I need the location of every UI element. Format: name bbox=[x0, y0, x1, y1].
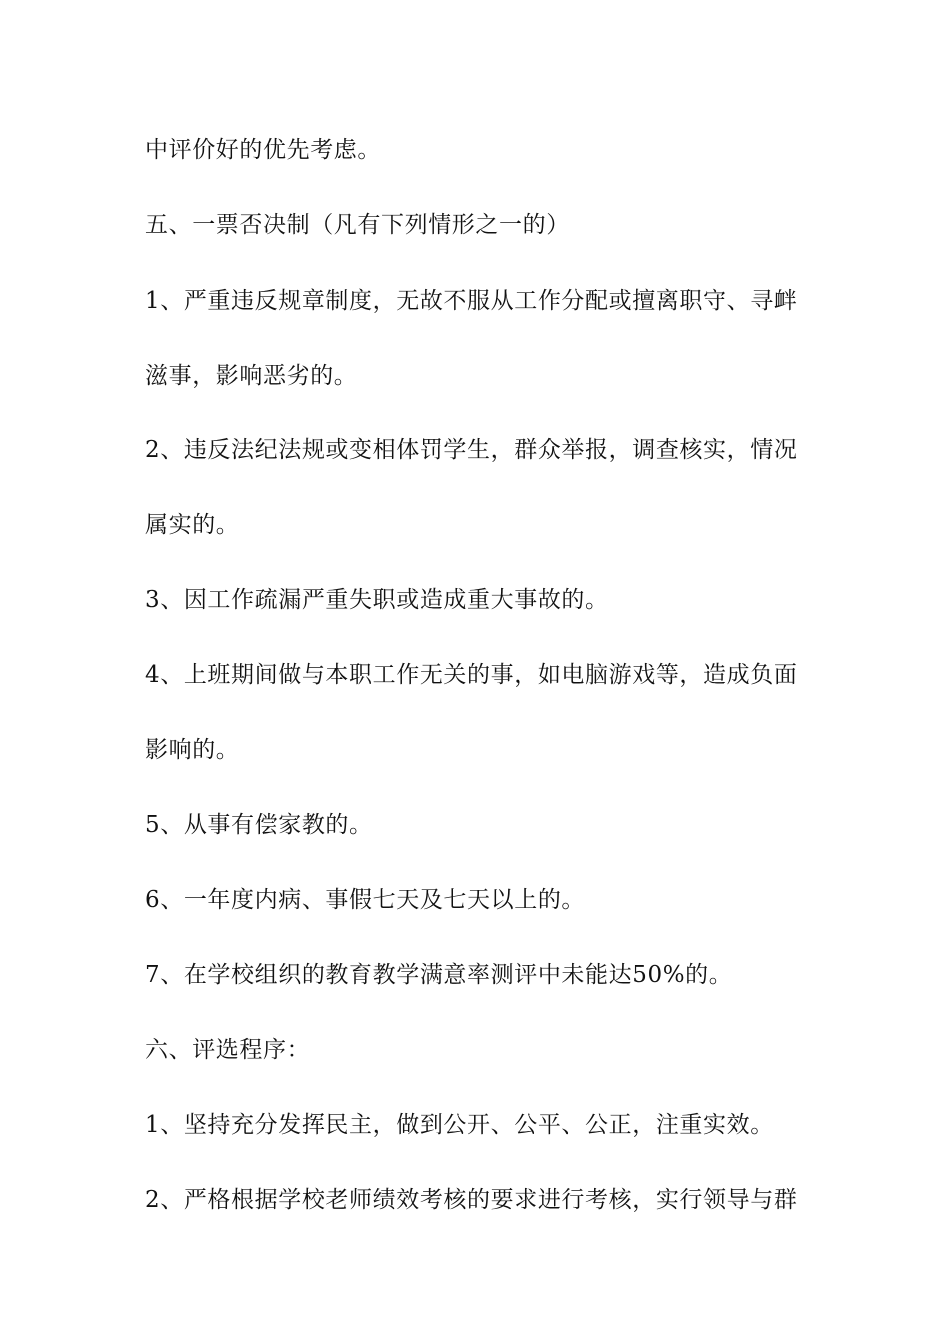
paragraph-line: 1、严重违反规章制度，无故不服从工作分配或擅离职守、寻衅 bbox=[145, 288, 798, 314]
section-heading: 六、评选程序： bbox=[145, 1037, 311, 1063]
paragraph-line: 2、违反法纪法规或变相体罚学生，群众举报，调查核实，情况 bbox=[145, 437, 798, 463]
paragraph-line: 4、上班期间做与本职工作无关的事，如电脑游戏等，造成负面 bbox=[145, 662, 798, 688]
paragraph-line: 7、在学校组织的教育教学满意率测评中未能达50%的。 bbox=[145, 962, 733, 988]
paragraph-line: 6、一年度内病、事假七天及七天以上的。 bbox=[145, 887, 586, 913]
paragraph-line: 属实的。 bbox=[145, 512, 240, 538]
paragraph-line: 中评价好的优先考虑。 bbox=[145, 137, 381, 163]
section-heading: 五、一票否决制（凡有下列情形之一的） bbox=[145, 212, 570, 238]
paragraph-line: 2、严格根据学校老师绩效考核的要求进行考核，实行领导与群 bbox=[145, 1187, 798, 1213]
paragraph-line: 3、因工作疏漏严重失职或造成重大事故的。 bbox=[145, 587, 609, 613]
paragraph-line: 滋事，影响恶劣的。 bbox=[145, 363, 358, 389]
paragraph-line: 5、从事有偿家教的。 bbox=[145, 812, 373, 838]
paragraph-line: 影响的。 bbox=[145, 737, 240, 763]
paragraph-line: 1、坚持充分发挥民主，做到公开、公平、公正，注重实效。 bbox=[145, 1112, 774, 1138]
